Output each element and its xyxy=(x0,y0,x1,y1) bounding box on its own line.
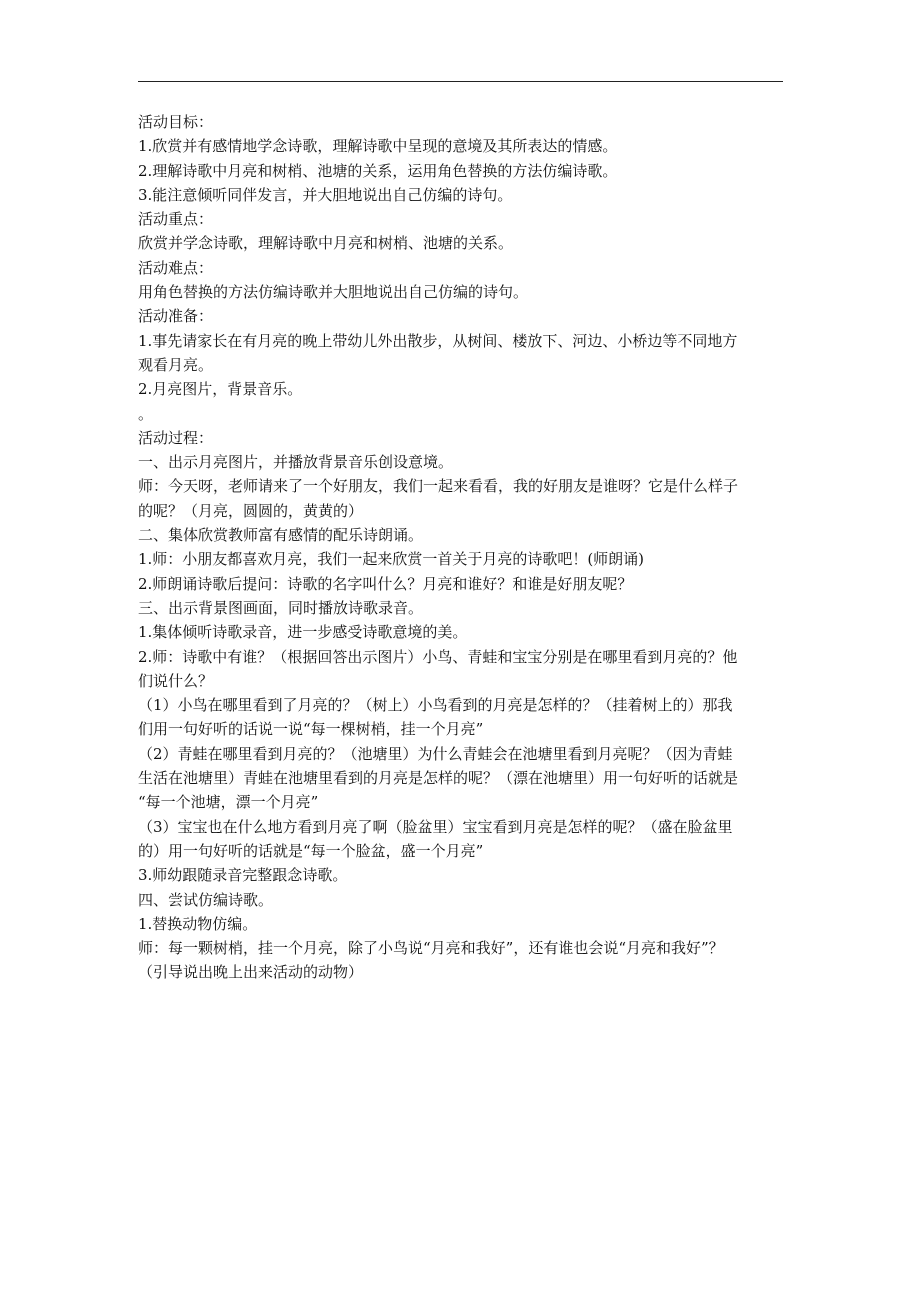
text-line: 活动重点： xyxy=(138,210,214,229)
text-line: 活动难点： xyxy=(138,258,214,277)
text-line: 活动过程： xyxy=(138,428,214,447)
text-line: 一、出示月亮图片，并播放背景音乐创设意境。 xyxy=(138,453,454,472)
header-rule xyxy=(138,81,783,82)
text-line: 2.理解诗歌中月亮和树梢、池塘的关系，运用角色替换的方法仿编诗歌。 xyxy=(138,161,618,180)
text-line: 3.能注意倾听同伴发言，并大胆地说出自己仿编的诗句。 xyxy=(138,185,513,204)
text-line: 欣赏并学念诗歌，理解诗歌中月亮和树梢、池塘的关系。 xyxy=(138,234,514,253)
document-body xyxy=(138,110,786,985)
text-line: （2）青蛙在哪里看到月亮的？（池塘里）为什么青蛙会在池塘里看到月亮呢？（因为青蛙 xyxy=(138,744,733,763)
text-line: 2.月亮图片，背景音乐。 xyxy=(138,380,303,399)
text-line: 2.师朗诵诗歌后提问：诗歌的名字叫什么？月亮和谁好？和谁是好朋友呢？ xyxy=(138,574,633,593)
text-line: 1.师：小朋友都喜欢月亮，我们一起来欣赏一首关于月亮的诗歌吧！(师朗诵) xyxy=(138,550,645,569)
text-line: 观看月亮。 xyxy=(138,355,214,374)
text-line: 1.欣赏并有感情地学念诗歌，理解诗歌中呈现的意境及其所表达的情感。 xyxy=(138,137,618,156)
text-line: 2.师：诗歌中有谁？（根据回答出示图片）小鸟、青蛙和宝宝分别是在哪里看到月亮的？他 xyxy=(138,647,738,666)
text-line: （引导说出晚上出来活动的动物） xyxy=(138,963,364,982)
text-line: 四、尝试仿编诗歌。 xyxy=(138,890,274,909)
text-line: 活动目标： xyxy=(138,113,214,131)
text-line: （1）小鸟在哪里看到了月亮的？（树上）小鸟看到的月亮是怎样的？（挂着树上的）那我 xyxy=(138,696,733,715)
text-line: 3.师幼跟随录音完整跟念诗歌。 xyxy=(138,866,348,885)
text-line: 1.替换动物仿编。 xyxy=(138,914,258,933)
text-line: 。 xyxy=(138,404,154,423)
text-line: 的呢？（月亮，圆圆的，黄黄的） xyxy=(138,501,364,520)
text-line: 1.事先请家长在有月亮的晚上带幼儿外出散步，从树间、楼放下、河边、小桥边等不同地方 xyxy=(138,331,738,350)
text-line: 二、集体欣赏教师富有感情的配乐诗朗诵。 xyxy=(138,526,424,545)
text-line: 们说什么？ xyxy=(138,671,214,690)
text-line: 的）用一句好听的话就是“每一个脸盆，盛一个月亮” xyxy=(138,841,484,860)
text-line: 们用一句好听的话说一说“每一棵树梢，挂一个月亮” xyxy=(138,720,484,739)
text-line: （3）宝宝也在什么地方看到月亮了啊（脸盆里）宝宝看到月亮是怎样的呢？（盛在脸盆里 xyxy=(138,817,733,836)
text-line: 生活在池塘里）青蛙在池塘里看到的月亮是怎样的呢？（漂在池塘里）用一句好听的话就是 xyxy=(138,769,739,788)
text-line: 活动准备： xyxy=(138,307,214,326)
text-line: 师：每一颗树梢，挂一个月亮，除了小鸟说“月亮和我好”，还有谁也会说“月亮和我好”？ xyxy=(138,939,724,958)
text-line: “每一个池塘，漂一个月亮” xyxy=(138,793,319,812)
text-line: 1.集体倾听诗歌录音，进一步感受诗歌意境的美。 xyxy=(138,623,468,642)
text-line: 三、出示背景图画面，同时播放诗歌录音。 xyxy=(138,598,424,617)
text-line: 师：今天呀，老师请来了一个好朋友，我们一起来看看，我的好朋友是谁呀？它是什么样子 xyxy=(138,477,739,496)
text-line: 用角色替换的方法仿编诗歌并大胆地说出自己仿编的诗句。 xyxy=(138,283,529,302)
